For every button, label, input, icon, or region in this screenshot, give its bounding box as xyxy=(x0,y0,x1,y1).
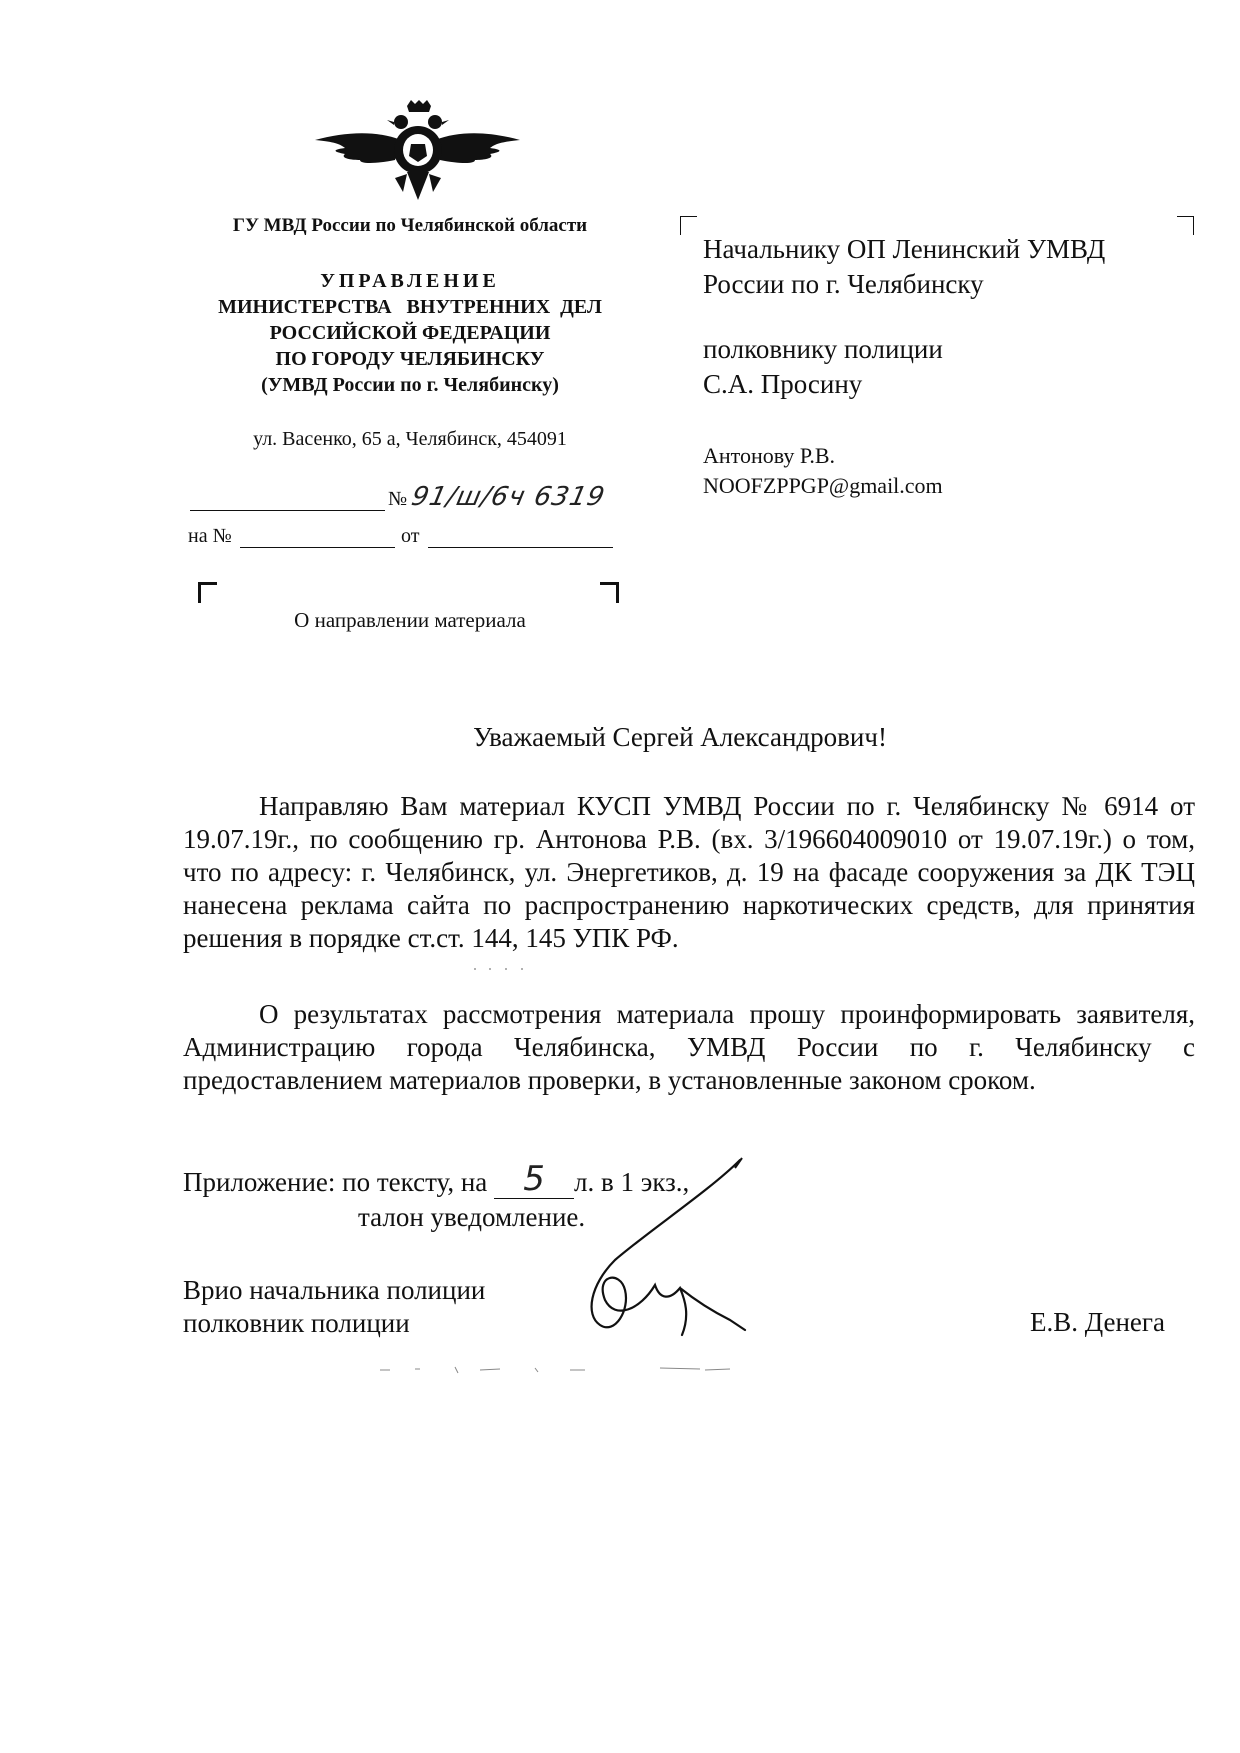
handwritten-signature xyxy=(570,1150,750,1350)
body-paragraph: Направляю Вам материал КУСП УМВД России по г. Челябинску № 6914 от 19.07.19г., по сообщению гр. Антонова Р.В. (вх. 3/196604009010 от 19.07.19г.) о том, что по адресу: г. Челябинск, ул. Энергетиков, д. 19 на фасаде сооружения за ДК ТЭЦ нанесена реклама сайта по распространению наркотических средств, для принятия решения в порядке ст.ст. 144, 145 УПК РФ. xyxy=(183,791,1195,953)
agency-name-line: МИНИСТЕРСТВА ВНУТРЕННИХ ДЕЛ xyxy=(218,296,602,318)
recipient-rank: полковнику полиции xyxy=(703,334,943,364)
subject-corner-left xyxy=(198,582,217,603)
date-blank-line xyxy=(190,510,385,511)
reference-row xyxy=(188,525,628,555)
signer-position-line: полковник полиции xyxy=(183,1308,410,1338)
ref-date-label: от xyxy=(401,525,420,547)
salutation: Уважаемый Сергей Александрович! xyxy=(473,722,887,752)
agency-parent-name: ГУ МВД России по Челябинской области xyxy=(232,215,588,236)
ref-date-blank-line xyxy=(428,547,613,548)
recipient-name: С.А. Просину xyxy=(703,369,863,399)
scan-noise xyxy=(360,1355,820,1385)
attachment-block xyxy=(183,1159,883,1237)
attachment-pages-handwritten: 5 xyxy=(523,1159,545,1199)
registration-row xyxy=(190,482,630,522)
agency-address: ул. Васенко, 65 а, Челябинск, 454091 xyxy=(253,428,567,450)
attachment-line2: талон уведомление. xyxy=(358,1202,586,1232)
signer-position-line: Врио начальника полиции xyxy=(183,1275,486,1305)
reg-number-label: № xyxy=(388,488,408,510)
copy-recipient-block xyxy=(703,441,1183,501)
ref-number-blank-line xyxy=(240,547,395,548)
attachment-prefix: Приложение: по тексту, на xyxy=(183,1167,488,1197)
agency-name-line: ПО ГОРОДУ ЧЕЛЯБИНСКУ xyxy=(275,348,545,370)
agency-name-line: РОССИЙСКОЙ ФЕДЕРАЦИИ xyxy=(269,322,551,344)
signer-position xyxy=(183,1274,583,1340)
ref-number-label: на № xyxy=(188,525,232,547)
recipient-title-line: Начальнику ОП Ленинский УМВД xyxy=(703,234,1106,264)
agency-name-line: (УМВД России по г. Челябинску) xyxy=(261,374,559,396)
scan-noise xyxy=(470,965,540,973)
body-paragraph: О результатах рассмотрения материала прошу проинформировать заявителя, Администрацию города Челябинска, УМВД России по г. Челябинску с предоставлением материалов проверки, в установленные законом сроком. xyxy=(183,999,1195,1095)
recipient-title-line: России по г. Челябинску xyxy=(703,269,984,299)
signer-name: Е.В. Денега xyxy=(1030,1307,1165,1337)
attachment-pages-blank xyxy=(494,1159,574,1199)
copy-recipient-email: NOOFZPPGP@gmail.com xyxy=(703,473,943,498)
subject-corner-right xyxy=(600,582,619,603)
eagle-emblem-icon xyxy=(315,100,520,210)
recipient-block xyxy=(703,232,1183,402)
copy-recipient-name: Антонову Р.В. xyxy=(703,443,836,468)
reg-number-handwritten: 91/ш/6ч 6319 xyxy=(408,482,608,512)
agency-name-block xyxy=(175,268,645,398)
recipient-corner-left xyxy=(680,216,697,235)
agency-name-line: УПРАВЛЕНИЕ xyxy=(320,270,500,292)
letter-subject: О направлении материала xyxy=(294,608,526,632)
attachment-suffix: л. в 1 экз., xyxy=(574,1167,690,1197)
